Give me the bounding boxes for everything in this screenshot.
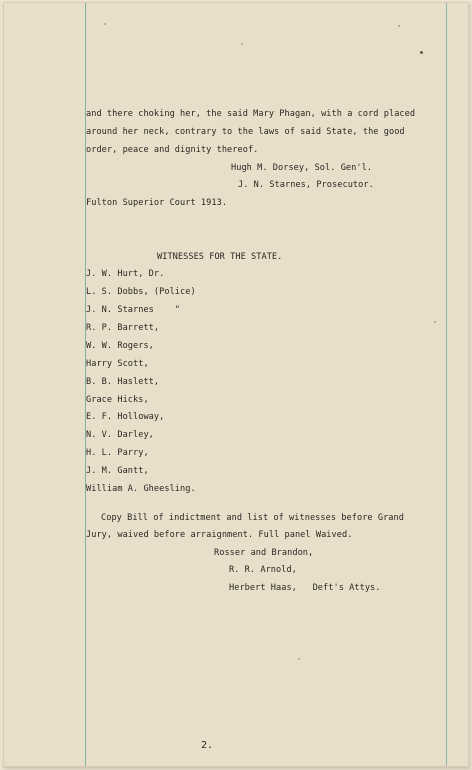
witness-name: J. M. Gantt, — [86, 466, 149, 476]
prosecutor-signature: J. N. Starnes, Prosecutor. — [238, 180, 374, 190]
witness-name: Harry Scott, — [86, 359, 149, 369]
waiver-line-1: Copy Bill of indictment and list of witnesses before Grand — [101, 513, 404, 523]
witness-name: J. W. Hurt, Dr. — [86, 269, 165, 279]
witness-name: H. L. Parry, — [86, 448, 149, 458]
page-number: 2. — [201, 740, 214, 751]
witness-name: R. P. Barrett, — [86, 323, 160, 333]
court-name: Fulton Superior Court 1913. — [86, 198, 228, 208]
defense-signature-1: Rosser and Brandon, — [214, 548, 314, 558]
defense-signature-2: R. R. Arnold, — [229, 565, 297, 575]
defense-signature-3: Herbert Haas, Deft's Attys. — [229, 583, 381, 593]
witness-name: B. B. Haslett, — [86, 377, 160, 387]
witness-name: W. W. Rogers, — [86, 341, 154, 351]
paper-speck — [298, 658, 300, 660]
witnesses-heading: WITNESSES FOR THE STATE. — [157, 252, 283, 262]
witness-name: William A. Gheesling. — [86, 484, 196, 494]
indictment-line-1: and there choking her, the said Mary Phagan, with a cord placed — [86, 109, 416, 119]
solicitor-signature: Hugh M. Dorsey, Sol. Gen'l. — [231, 163, 373, 173]
indictment-line-3: order, peace and dignity thereof. — [86, 145, 259, 155]
witness-name: L. S. Dobbs, (Police) — [86, 287, 196, 297]
witness-name: Grace Hicks, — [86, 395, 149, 405]
paper-speck — [420, 51, 423, 54]
paper-speck — [434, 321, 436, 323]
right-margin-rule — [446, 3, 447, 766]
witness-name: N. V. Darley, — [86, 430, 154, 440]
waiver-line-2: Jury, waived before arraignment. Full panel Waived. — [86, 530, 353, 540]
paper-speck — [398, 25, 400, 27]
indictment-line-2: around her neck, contrary to the laws of said State, the good — [86, 127, 405, 137]
witness-name: J. N. Starnes " — [86, 305, 181, 315]
paper-speck — [241, 43, 243, 45]
witness-name: E. F. Holloway, — [86, 412, 165, 422]
paper-speck — [104, 23, 106, 25]
